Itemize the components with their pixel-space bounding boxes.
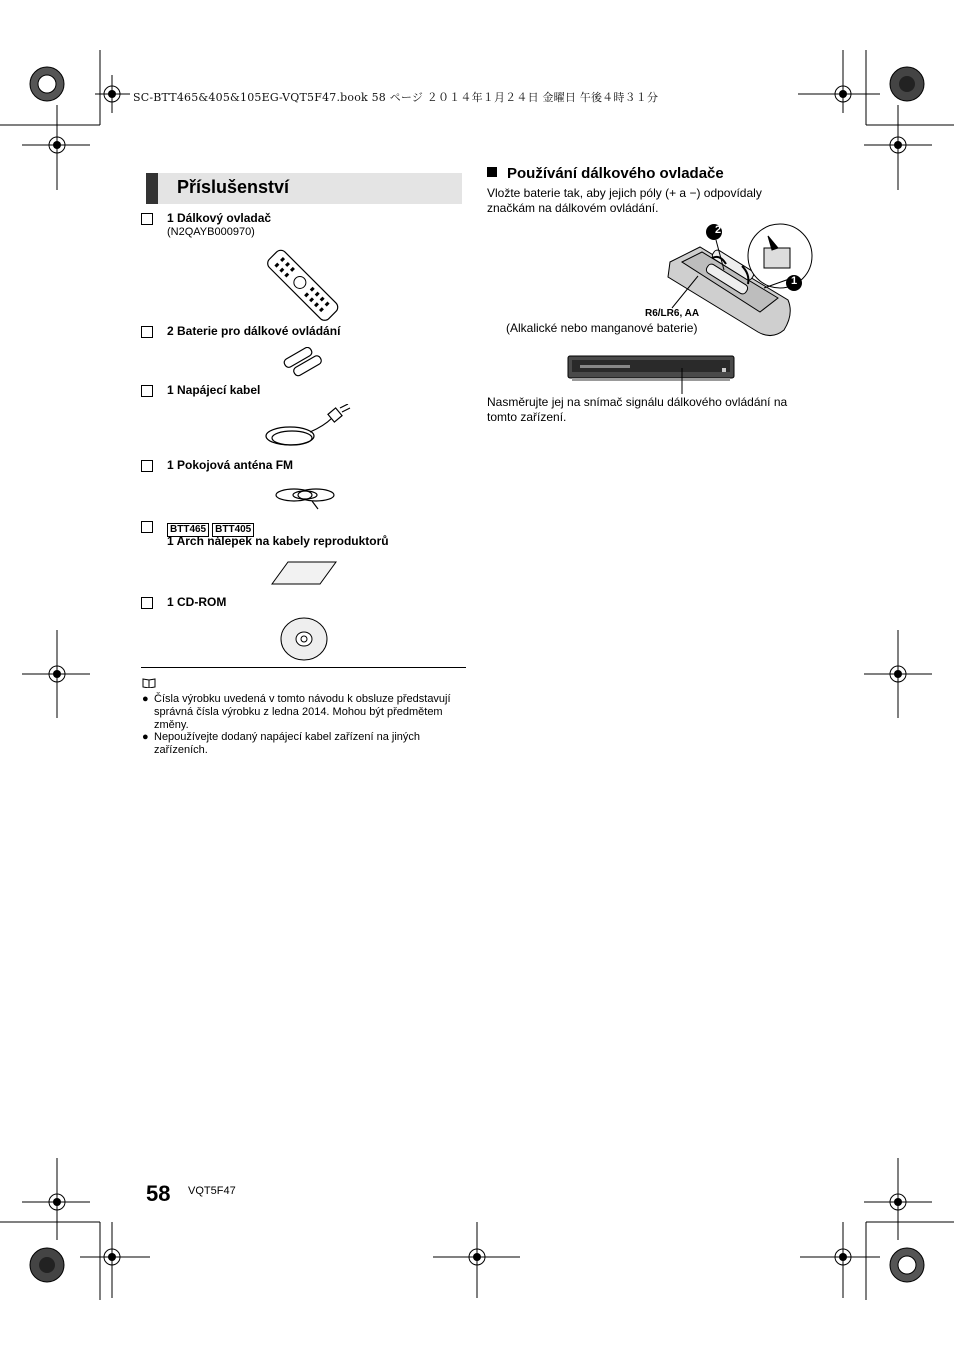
notes-divider bbox=[141, 667, 466, 668]
item-remote-label: 1 Dálkový ovladač bbox=[167, 211, 272, 225]
item-stickers-label: 1 Arch nálepek na kabely reproduktorů bbox=[167, 534, 389, 548]
bullet-icon: ● bbox=[142, 693, 149, 705]
checkbox-batteries[interactable] bbox=[141, 326, 153, 338]
item-cd-rom-label: 1 CD-ROM bbox=[167, 595, 227, 609]
note-item bbox=[142, 731, 468, 757]
file-info-header: SC-BTT465&405&105EG-VQT5F47.book 58 ページ ２０１４年１月２４日 金曜日 午後４時３１分 bbox=[133, 91, 659, 104]
remote-control-icon bbox=[264, 248, 340, 324]
note-text-2: Nepoužívejte dodaný napájecí kabel zařízení na jiných zařízeních. bbox=[154, 731, 421, 756]
item-power-cable-label: 1 Napájecí kabel bbox=[167, 383, 261, 397]
accessories-title: Příslušenství bbox=[177, 177, 290, 197]
item-batteries-label: 2 Baterie pro dálkové ovládání bbox=[167, 324, 341, 338]
checkbox-power-cable[interactable] bbox=[141, 385, 153, 397]
cd-rom-icon bbox=[279, 616, 329, 662]
battery-note-label: (Alkalické nebo manganové baterie) bbox=[506, 321, 698, 335]
accessories-section-title bbox=[146, 173, 462, 204]
square-bullet-icon bbox=[487, 167, 497, 177]
remote-usage-intro: Vložte baterie tak, aby jejich póly (+ a −) odpovídaly značkám na dálkovém ovládání. bbox=[487, 186, 762, 215]
checkbox-cd-rom[interactable] bbox=[141, 597, 153, 609]
step-1-label: 1 bbox=[790, 275, 798, 287]
player-device-icon bbox=[566, 354, 736, 394]
model-tag-btt465: BTT465 bbox=[167, 523, 209, 537]
page-number: 58 bbox=[146, 1181, 171, 1206]
item-fm-antenna-label: 1 Pokojová anténa FM bbox=[167, 458, 294, 472]
aim-instruction: Nasměrujte jej na snímač signálu dálkového ovládání na tomto zařízení. bbox=[487, 395, 788, 424]
model-tag-btt405: BTT405 bbox=[212, 523, 254, 537]
batteries-icon bbox=[283, 347, 323, 377]
checkbox-remote[interactable] bbox=[141, 213, 153, 225]
sticker-sheet-icon bbox=[270, 560, 338, 586]
document-code: VQT5F47 bbox=[188, 1185, 236, 1197]
remote-usage-title: Používání dálkového ovladače bbox=[507, 165, 724, 182]
item-remote-model: (N2QAYB000970) bbox=[167, 226, 255, 238]
fm-antenna-icon bbox=[272, 479, 338, 513]
bullet-icon: ● bbox=[142, 731, 149, 743]
checkbox-fm-antenna[interactable] bbox=[141, 460, 153, 472]
note-text-1: Čísla výrobku uvedená v tomto návodu k obsluze představují správná čísla výrobku z ledna 2014. Mohou být předmětem změny. bbox=[154, 693, 451, 731]
checkbox-stickers[interactable] bbox=[141, 521, 153, 533]
power-cable-icon bbox=[262, 404, 352, 452]
title-accent-bar bbox=[146, 173, 158, 204]
remote-usage-heading bbox=[487, 165, 724, 182]
book-note-icon bbox=[142, 678, 156, 688]
step-2-label: 2 bbox=[714, 224, 722, 236]
battery-type-label: R6/LR6, AA bbox=[645, 308, 700, 319]
note-item bbox=[142, 693, 468, 732]
